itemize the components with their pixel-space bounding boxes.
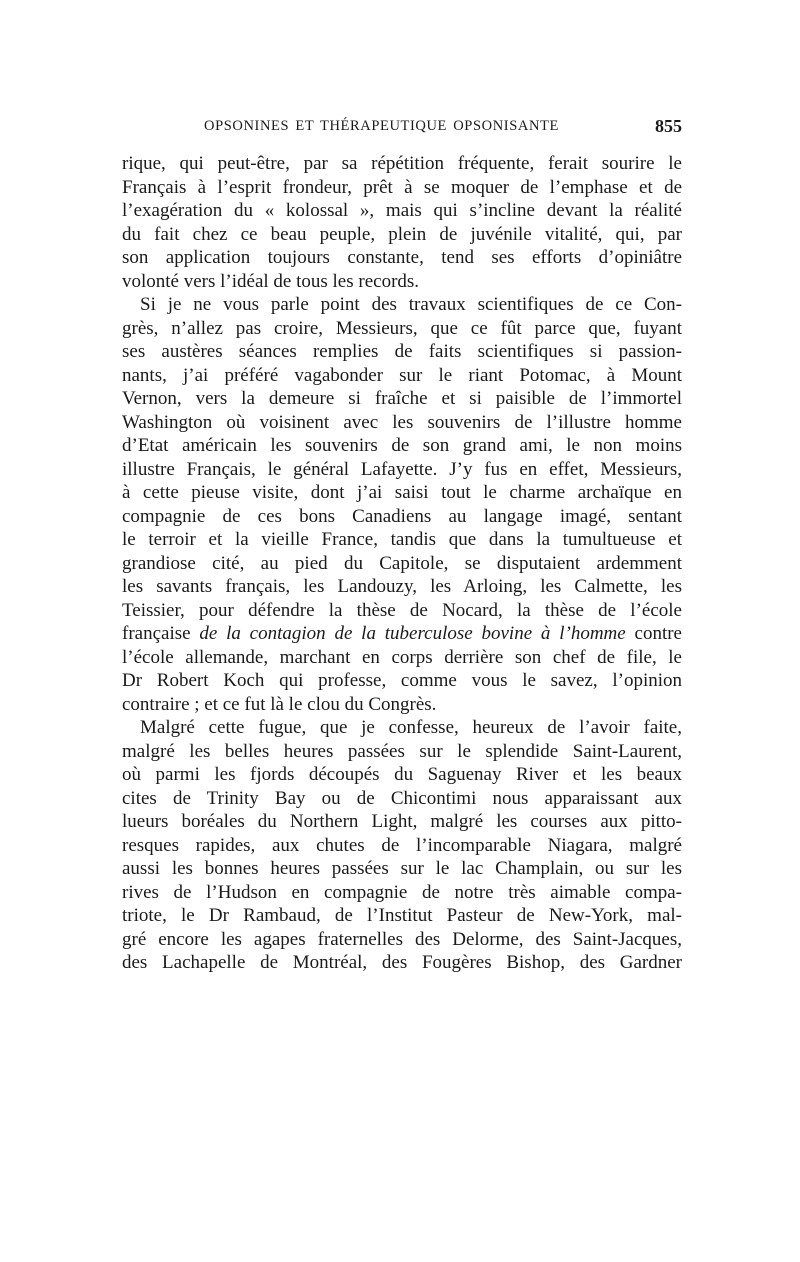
text-line [122, 458, 682, 482]
text-line [122, 904, 682, 928]
text-line [122, 646, 682, 670]
line-text: illustre Français, le général Lafayette. J’y fus en effet, Messieurs, [122, 458, 682, 480]
line-text-after: contre [625, 623, 682, 644]
line-text: Si je ne vous parle point des travaux scientifiques de ce Con- [140, 294, 682, 315]
text-line [122, 270, 682, 294]
line-text: son application toujours constante, tend ses efforts d’opiniâtre [122, 247, 682, 268]
italic-phrase: de la contagion de la tuberculose bovine à l’homme [199, 623, 626, 644]
text-line [122, 716, 682, 740]
line-text: volonté vers l’idéal de tous les records. [122, 270, 420, 292]
line-text: contraire ; et ce fut là le clou du Congrès. [122, 693, 437, 715]
line-text: grandiose cité, au pied du Capitole, se disputaient ardemment [122, 552, 682, 574]
text-line [122, 434, 682, 458]
text-line [122, 340, 682, 364]
text-line [122, 223, 682, 247]
text-line [122, 176, 682, 200]
line-text: rique, qui peut-être, par sa répétition fréquente, ferait sourire le [122, 153, 682, 174]
text-line [122, 881, 682, 905]
body-text [122, 152, 682, 975]
line-text: compagnie de ces bons Canadiens au langage imagé, sentant [122, 505, 682, 527]
text-line [122, 834, 682, 858]
text-line [122, 317, 682, 341]
line-text: à cette pieuse visite, dont j’ai saisi tout le charme archaïque en [122, 482, 682, 503]
text-line [122, 951, 682, 975]
line-text: aussi les bonnes heures passées sur le lac Champlain, ou sur les [122, 858, 682, 879]
line-text: gré encore les agapes fraternelles des Delorme, des Saint-Jacques, [122, 928, 682, 950]
text-line [122, 364, 682, 388]
running-head [122, 116, 682, 140]
line-text: l’école allemande, marchant en corps derrière son chef de file, le [122, 646, 682, 668]
line-text: Malgré cette fugue, que je confesse, heureux de l’avoir faite, [140, 717, 682, 738]
line-text: triote, le Dr Rambaud, de l’Institut Pasteur de New-York, mal- [122, 905, 682, 926]
line-text: Vernon, vers la demeure si fraîche et si paisible de l’immortel [122, 388, 682, 409]
text-line [122, 505, 682, 529]
line-text: Teissier, pour défendre la thèse de Nocard, la thèse de l’école [122, 599, 682, 621]
text-line [122, 599, 682, 623]
text-line [122, 763, 682, 787]
text-line [122, 293, 682, 317]
text-line [122, 411, 682, 435]
line-text: Français à l’esprit frondeur, prêt à se moquer de l’emphase et de [122, 176, 682, 198]
line-text: grès, n’allez pas croire, Messieurs, que ce fût parce que, fuyant [122, 317, 682, 339]
line-text: d’Etat américain les souvenirs de son grand ami, le non moins [122, 435, 682, 456]
line-text: française [122, 623, 200, 644]
text-line [122, 575, 682, 599]
text-line [122, 528, 682, 552]
text-line [122, 622, 682, 646]
line-text: cites de Trinity Bay ou de Chicontimi nous apparaissant aux [122, 787, 682, 809]
text-line [122, 740, 682, 764]
line-text: Washington où voisinent avec les souvenirs de l’illustre homme [122, 411, 682, 433]
text-line [122, 552, 682, 576]
text-line [122, 857, 682, 881]
line-text: l’exagération du « kolossal », mais qui s’incline devant la réalité [122, 200, 682, 221]
text-line [122, 810, 682, 834]
line-text: resques rapides, aux chutes de l’incomparable Niagara, malgré [122, 834, 682, 856]
line-text: malgré les belles heures passées sur le splendide Saint-Laurent, [122, 740, 682, 762]
text-line [122, 199, 682, 223]
text-line [122, 387, 682, 411]
text-line [122, 787, 682, 811]
line-text: lueurs boréales du Northern Light, malgré les courses aux pitto- [122, 811, 682, 832]
page-number: 855 [655, 116, 682, 136]
line-text: des Lachapelle de Montréal, des Fougères Bishop, des Gardner [122, 952, 682, 973]
text-line [122, 481, 682, 505]
line-text: où parmi les fjords découpés du Saguenay River et les beaux [122, 764, 682, 785]
line-text: nants, j’ai préféré vagabonder sur le riant Potomac, à Mount [122, 364, 682, 386]
line-text: Dr Robert Koch qui professe, comme vous le savez, l’opinion [122, 670, 682, 691]
text-line [122, 246, 682, 270]
line-text: le terroir et la vieille France, tandis que dans la tumultueuse et [122, 529, 682, 550]
line-text: les savants français, les Landouzy, les Arloing, les Calmette, les [122, 576, 682, 597]
running-title: OPSONINES ET THÉRAPEUTIQUE OPSONISANTE [204, 118, 559, 134]
text-line [122, 152, 682, 176]
line-text: rives de l’Hudson en compagnie de notre très aimable compa- [122, 881, 682, 903]
line-text: ses austères séances remplies de faits scientifiques si passion- [122, 341, 682, 362]
text-line [122, 693, 682, 717]
text-line [122, 669, 682, 693]
line-text: du fait chez ce beau peuple, plein de juvénile vitalité, qui, par [122, 223, 682, 245]
text-line [122, 928, 682, 952]
